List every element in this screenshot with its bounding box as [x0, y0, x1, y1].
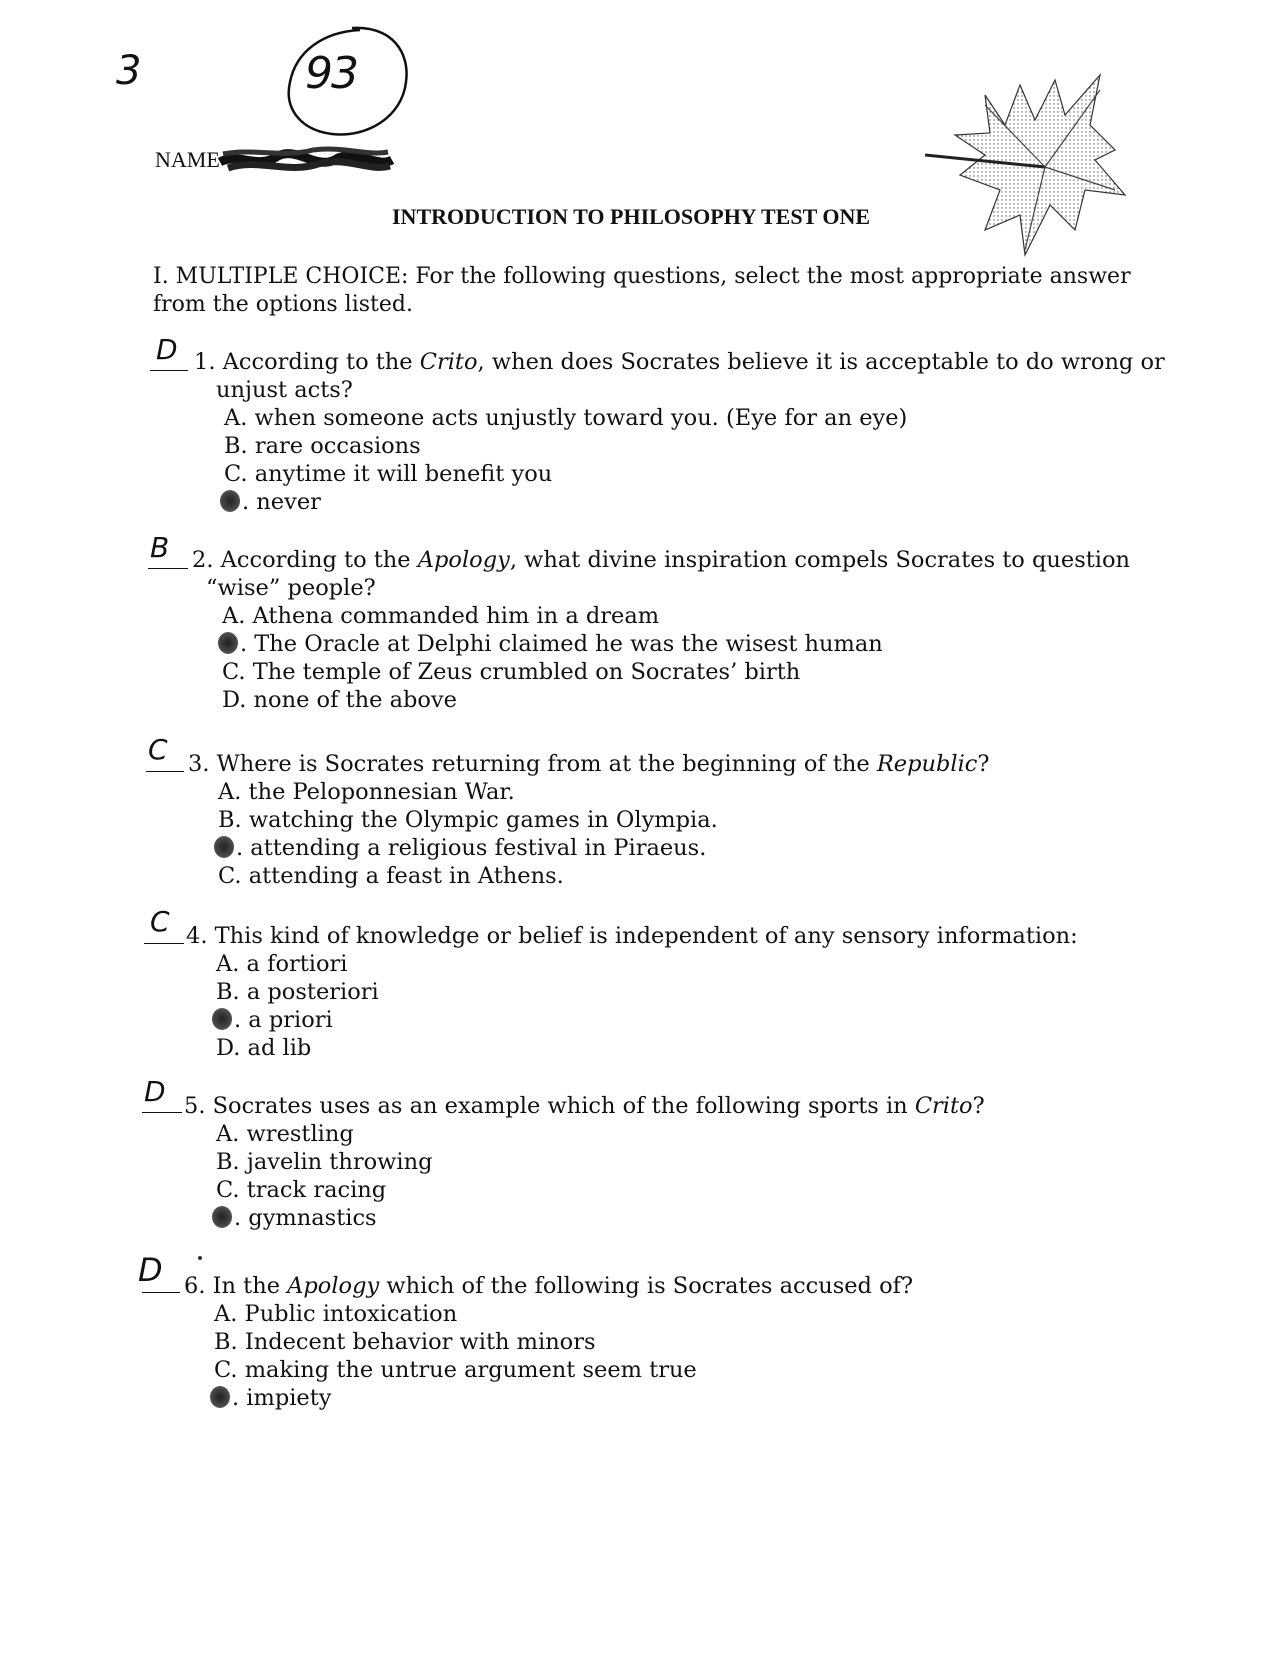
option-c: . a priori — [234, 1007, 333, 1033]
question-stem-line2: unjust acts? — [216, 377, 353, 403]
question-stem — [192, 546, 1130, 575]
answer-bubble-icon — [218, 632, 238, 654]
stem-italic: Crito — [419, 349, 478, 375]
option-b: B. watching the Olympic games in Olympia. — [218, 807, 718, 833]
option-b: B. javelin throwing — [216, 1149, 433, 1175]
maple-leaf-icon — [925, 55, 1165, 275]
option-a: A. wrestling — [216, 1121, 354, 1147]
option-d: . gymnastics — [234, 1205, 377, 1231]
stem-italic: Apology — [287, 1273, 380, 1299]
instructions: I. MULTIPLE CHOICE: For the following questions, select the most appropriate answer from the options listed. — [153, 264, 1131, 317]
page-title: INTRODUCTION TO PHILOSOPHY TEST ONE — [392, 204, 871, 229]
answer-bubble-icon — [210, 1386, 230, 1408]
option-a: A. a fortiori — [216, 951, 348, 977]
option-c-circled — [212, 1006, 333, 1035]
option-d-circled — [212, 1204, 377, 1233]
option-c: C. track racing — [216, 1177, 387, 1203]
option-c-circled — [214, 834, 706, 863]
handwritten-answer: D — [144, 1075, 166, 1108]
handwritten-answer: C — [148, 733, 168, 766]
question-number: 1. — [194, 349, 216, 375]
question-number: 6. — [184, 1273, 206, 1299]
option-d: C. attending a feast in Athens. — [218, 863, 564, 889]
stem-text-end: ? — [972, 1093, 985, 1119]
question-number: 4. — [186, 923, 208, 949]
answer-bubble-icon — [212, 1206, 232, 1228]
stem-text: Socrates uses as an example which of the following sports in — [212, 1093, 915, 1119]
option-d-circled — [210, 1384, 332, 1413]
stem-italic: Republic — [876, 751, 978, 777]
option-c: C. The temple of Zeus crumbled on Socrates’ birth — [222, 659, 801, 685]
option-d: . impiety — [232, 1385, 332, 1411]
stem-text: This kind of knowledge or belief is independent of any sensory information: — [214, 923, 1078, 949]
option-b: B. a posteriori — [216, 979, 379, 1005]
handwritten-answer: C — [150, 905, 170, 938]
option-b: . The Oracle at Delphi claimed he was the wisest human — [240, 631, 883, 657]
handwritten-answer: D — [156, 333, 178, 366]
question-number: 2. — [192, 547, 214, 573]
option-b: B. rare occasions — [224, 433, 421, 459]
answer-bubble-icon — [220, 490, 240, 512]
question-stem — [194, 348, 1165, 377]
stem-text: According to the — [220, 547, 418, 573]
answer-bubble-icon — [212, 1008, 232, 1030]
stem-text: In the — [212, 1273, 288, 1299]
stem-text: Where is Socrates returning from at the beginning of the — [216, 751, 877, 777]
option-a: A. when someone acts unjustly toward you. (Eye for an eye) — [224, 405, 908, 431]
option-a: A. Public intoxication — [214, 1301, 458, 1327]
paper-speck — [198, 1256, 202, 1260]
question-stem — [188, 750, 989, 779]
question-number: 3. — [188, 751, 210, 777]
stem-text-end: which of the following is Socrates accused of? — [379, 1273, 914, 1299]
option-b-circled — [218, 630, 883, 659]
option-c: C. anytime it will benefit you — [224, 461, 553, 487]
option-d-circled — [220, 488, 321, 517]
name-label: NAME — [155, 147, 220, 172]
handwritten-answer: D — [138, 1251, 163, 1289]
stem-text-end: ? — [977, 751, 990, 777]
option-b: B. Indecent behavior with minors — [214, 1329, 596, 1355]
option-a: A. the Peloponnesian War. — [218, 779, 515, 805]
question-stem-line2: “wise” people? — [206, 575, 376, 601]
stem-text-end: , what divine inspiration compels Socrates to question — [509, 547, 1131, 573]
stem-text: According to the — [222, 349, 420, 375]
option-d: D. ad lib — [216, 1035, 312, 1061]
question-stem — [184, 1272, 913, 1301]
page-number: 3 — [116, 48, 142, 94]
option-c: . attending a religious festival in Piraeus. — [236, 835, 707, 861]
option-d: D. none of the above — [222, 687, 457, 713]
option-c: C. making the untrue argument seem true — [214, 1357, 697, 1383]
stem-italic: Crito — [914, 1093, 973, 1119]
question-stem — [186, 922, 1078, 951]
score: 93 — [305, 48, 357, 99]
option-a: A. Athena commanded him in a dream — [222, 603, 660, 629]
question-number: 5. — [184, 1093, 206, 1119]
answer-bubble-icon — [214, 836, 234, 858]
handwritten-answer: B — [150, 531, 170, 564]
stem-italic: Apology — [417, 547, 510, 573]
stem-text-end: , when does Socrates believe it is acceptable to do wrong or — [477, 349, 1165, 375]
option-d: . never — [242, 489, 321, 515]
question-stem — [184, 1092, 985, 1121]
name-redaction — [218, 144, 394, 176]
